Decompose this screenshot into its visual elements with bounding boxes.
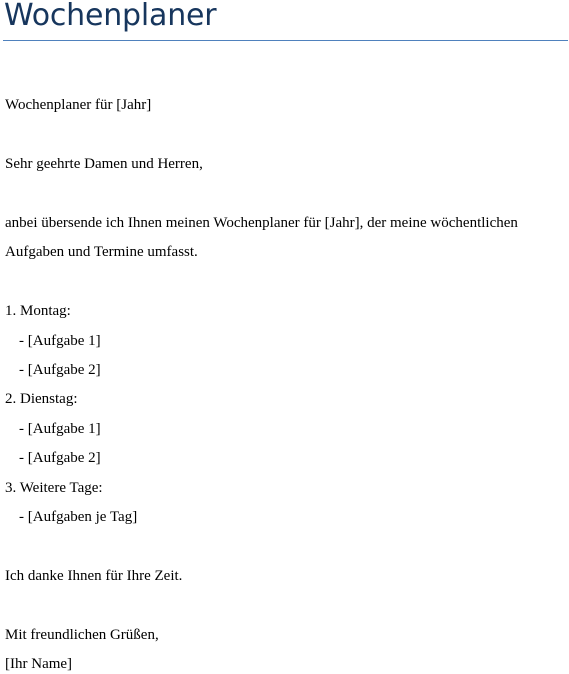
closing-line: Mit freundlichen Grüßen,	[5, 627, 159, 643]
document-title: Wochenplaner	[4, 0, 217, 33]
salutation: Sehr geehrte Damen und Herren,	[5, 156, 203, 172]
section-heading-monday: 1. Montag:	[5, 303, 71, 319]
list-item: - [Aufgabe 2]	[19, 450, 101, 466]
thanks-line: Ich danke Ihnen für Ihre Zeit.	[5, 568, 183, 584]
section-heading-other-days: 3. Weitere Tage:	[5, 480, 103, 496]
list-item: - [Aufgabe 2]	[19, 362, 101, 378]
subject-line: Wochenplaner für [Jahr]	[5, 97, 152, 113]
list-item: - [Aufgabe 1]	[19, 421, 101, 437]
section-heading-tuesday: 2. Dienstag:	[5, 391, 78, 407]
intro-line-1: anbei übersende ich Ihnen meinen Wochenplaner für [Jahr], der meine wöchentlichen	[5, 215, 518, 231]
title-underline	[3, 40, 568, 41]
signature: [Ihr Name]	[5, 656, 73, 672]
intro-line-2: Aufgaben und Termine umfasst.	[5, 244, 198, 260]
list-item: - [Aufgabe 1]	[19, 333, 101, 349]
list-item: - [Aufgaben je Tag]	[19, 509, 138, 525]
